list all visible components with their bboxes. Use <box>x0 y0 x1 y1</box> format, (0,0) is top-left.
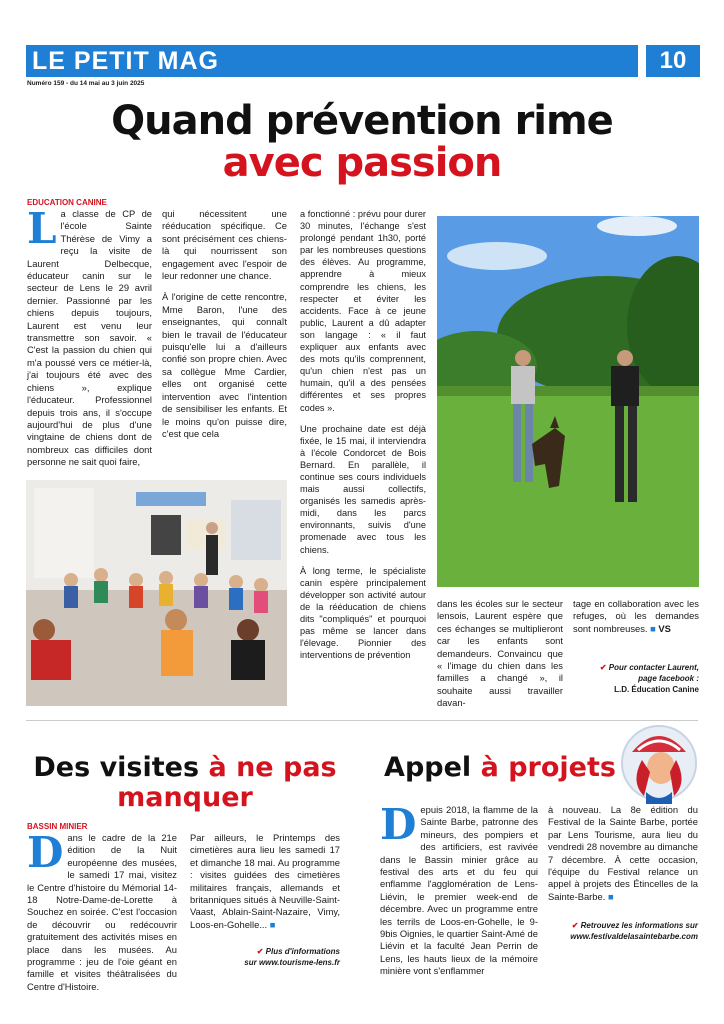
paragraph: epuis 2018, la flamme de la Sainte Barbe, patronne des mineurs, des pompiers et des artificiers, est ravivée dans le Bassin minier grâce au festival des arts et du feu qui enflamme l'agglomération de Lens-Liévin, le premier week-end de décembre. Avec un programme entre les terrils de Loos-en-Gohelle, le 9-9bis Oignies, le quartier Saint-Amé de Liévin et la faculté Jean Perrin de Lens, les hauts lieux de la mémoire minière vont s'enflammer <box>380 804 538 977</box>
check-icon: ✔ <box>571 921 579 930</box>
appel-column-1 <box>380 800 538 987</box>
drop-cap: D <box>27 828 64 877</box>
author-signature: VS <box>658 622 671 634</box>
article-column-3 <box>300 208 426 670</box>
issue-line: Numéro 159 - du 14 mai au 3 juin 2025 <box>27 80 145 87</box>
paragraph: À long terme, le spécialiste canin espère principalement développer son activité autour de la rééducation de chiens dits "compliqués" et pourquoi pas même se lancer dans l'élevage. Pionnier des interventions de prévention <box>300 565 426 661</box>
paragraph: Par ailleurs, le Printemps des cimetières aura lieu les samedi 17 et dimanche 18 mai. Au programme : visites guidées des cimetières militaires français, allemands et britanniques situés à Neuville-Saint-Vaast, Ablain-Saint-Nazaire, Vimy, Loos-en-Gohelle... <box>190 832 340 930</box>
festival-logo <box>620 722 698 804</box>
section-kicker: EDUCATION CANINE <box>27 198 107 207</box>
appel-headline: Appel à projets <box>384 752 616 783</box>
end-square-icon: ■ <box>650 622 656 634</box>
article-column-5 <box>573 598 699 644</box>
check-icon: ✔ <box>599 663 607 672</box>
contact-credit: ✔ Pour contacter Laurent, page facebook : L.D. Éducation Canine <box>599 663 699 694</box>
main-headline-line2: avec passion <box>222 140 502 186</box>
paragraph: dans les écoles sur le secteur lensois, Laurent espère que ces échanges se multiplieront car les enfants sont demandeurs. Convaincu que « l'image du chien dans les familles a changé », il souhaite aussi travailler davan- <box>437 598 563 709</box>
page-number: 10 <box>646 45 700 77</box>
drop-cap: L <box>27 204 57 253</box>
drop-cap: D <box>380 800 417 849</box>
appel-column-2 <box>548 804 698 912</box>
paragraph: à nouveau. La 8e édition du Festival de la Sainte Barbe, portée par Lens Tourisme, aura lieu du vendredi 28 novembre au dimanche 7 décembre. À cette occasion, l'équipe du Festival relance un appel à projets des Étincelles de la Sainte-Barbe. <box>548 804 698 902</box>
classroom-photo <box>26 480 287 706</box>
paragraph: a fonctionné : prévu pour durer 30 minutes, l'échange s'est prolongé pendant 1h30, porté par les nombreuses questions des élèves. Au programme, apprendre à mieux comprendre les chiens, les respecter et éviter les accidents. Face à ce jeune public, Laurent a dû adapter son langage : « il faut expliquer aux enfants avec des mots qu'ils comprennent, qu'un chien n'est pas un humain, qu'il a des pensées différentes et ses propres codes ». <box>300 209 426 413</box>
paragraph: qui nécessitent une rééducation spécifique. Ce sont précisément ces chiens-là qui nourrissent son engagement avec l'espoir de leur redonner une chance. <box>162 208 287 282</box>
end-square-icon: ■ <box>269 918 276 930</box>
article-column-1 <box>27 204 152 478</box>
paragraph: tage en collaboration avec les refuges, où les demandes sont nombreuses. <box>573 598 699 634</box>
dog-training-photo <box>437 216 699 587</box>
visites-headline: Des visites à ne pas <box>33 752 337 783</box>
check-icon: ✔ <box>256 947 264 956</box>
article-column-2 <box>162 208 287 449</box>
visites-headline-line2: manquer <box>117 782 253 813</box>
visites-kicker: BASSIN MINIER <box>27 822 88 831</box>
visites-column-2 <box>190 832 340 940</box>
paragraph: À l'origine de cette rencontre, Mme Baron, l'une des enseignantes, qui connaît bien le travail de l'éducateur puisqu'elle lui a d'ailleurs confié son propre chien. Avec sa collègue Mme Cardier, elles ont organisé cette intervention avec l'intention de sensibiliser les enfants. Et le moins qu'on puisse dire, c'est que cela <box>162 291 287 439</box>
paragraph: ans le cadre de la 21e édition de la Nuit européenne des musées, le samedi 17 mai, visitez le Centre d'histoire du Mémorial 14-18 Notre-Dame-de-Lorette à Souchez en soirée. C'est l'occasion de découvrir ou redécouvrir gratuitement des activités mises en place dans les musées. Au programme : jeu de l'oie géant en famille et visites théâtralisées du Centre d'Histoire. <box>27 832 177 992</box>
article-column-4 <box>437 598 563 719</box>
visites-column-1 <box>27 828 177 1002</box>
visites-info: ✔ Plus d'informations sur www.tourisme-lens.fr <box>244 947 340 967</box>
paragraph: a classe de CP de l'école Sainte Thérèse de Vimy a reçu la visite de Laurent Delbecque, éducateur canin sur le secteur de Lens le 29 avril dernier. Passionné par les chiens depuis toujours, Laurent est venu leur transmettre son savoir. « C'est la passion du chien qui m'a poussé vers ce métier-là, j'ai toujours été avec des chiens », explique l'éducateur. Professionnel depuis trois ans, il s'occupe aujourd'hui de plus d'une vingtaine de chiens dont de nombreux cas difficiles dont personne ne sait quoi faire, <box>27 208 152 468</box>
magazine-title-banner: LE PETIT MAG <box>26 45 638 77</box>
paragraph: Une prochaine date est déjà fixée, le 15 mai, il interviendra à l'école Condorcet de Bois Bernard. En parallèle, il continue ses cours individuels mais aussi collectifs, organisés les samedis après-midi, dans les parcs environnants, suivis d'une promenade avec tous les chiens. <box>300 423 426 555</box>
main-headline-line1: Quand prévention rime <box>111 98 613 144</box>
end-square-icon: ■ <box>607 890 614 902</box>
appel-info: ✔ Retrouvez les informations sur www.festivaldelasaintebarbe.com <box>570 921 698 941</box>
section-divider <box>26 720 698 721</box>
